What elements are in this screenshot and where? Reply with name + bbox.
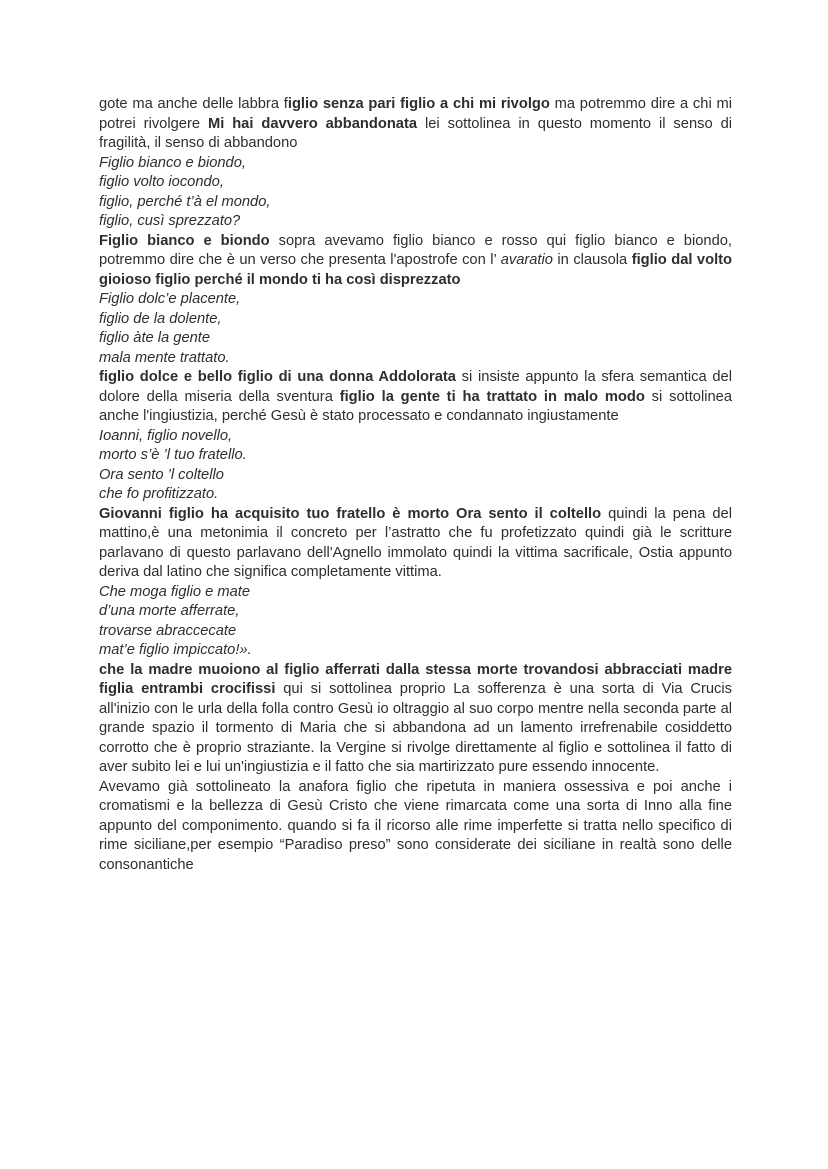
text-run: Avevamo già sottolineato la anafora figlio che ripetuta in maniera ossessiva e poi anche i cromatismi e la bellezza di Gesù Cristo che viene rimarcata come una sorta di Inno alla fine appunto del componimento. quando si fa il ricorso alle rime imperfette si tratta nello specifico di rime siciliane,per esempio “Paradiso preso” sono considerate dei siciliane in realtà sono delle consonantiche [99, 778, 732, 873]
italic-run: avaratio [500, 252, 553, 268]
verse-stanza [99, 583, 732, 661]
text-run: si sottolinea anche l'ingiustizia, perché Gesù è stato processato e condannato ingiustamente [99, 388, 732, 424]
bold-run: che la madre muoiono al figlio afferrati dalla stessa morte trovandosi abbracciati madre figlia entrambi crocifissi [99, 661, 732, 697]
text-run: gote ma anche delle labbra f [99, 96, 288, 112]
text-content [99, 95, 732, 875]
verse-line: d’una morte afferrate, [99, 603, 240, 619]
bold-run: figlio la gente ti ha trattato in malo modo [339, 388, 645, 405]
bold-run: Mi hai davvero abbandonata [207, 115, 418, 132]
verse-line: Ora sento ’l coltello [99, 466, 224, 483]
verse-line: mat’e figlio impiccato!». [99, 642, 252, 658]
bold-run: figlio dal volto gioioso figlio perché il mondo ti ha così disprezzato [99, 252, 733, 288]
verse-line: morto s’è ’l tuo fratello. [99, 447, 247, 463]
verse-line: Figlio bianco e biondo, [99, 154, 246, 171]
verse-line: mala mente trattato. [99, 349, 230, 366]
verse-stanza [99, 290, 732, 368]
bold-run: iglio senza pari figlio a chi mi rivolgo [287, 96, 550, 112]
verse-line: figlio, cusì sprezzato? [99, 213, 241, 229]
verse-line: figlio àte la gente [99, 330, 211, 346]
paragraph [99, 778, 732, 876]
verse-line: figlio volto iocondo, [99, 174, 224, 190]
paragraph [99, 232, 732, 291]
verse-line: figlio de la dolente, [99, 310, 222, 327]
text-run: ma potremmo dire a chi mi potrei rivolgere [99, 96, 732, 132]
text-run: qui si sottolinea proprio La sofferenza è una sorta di Via Crucis all'inizio con le urla della folla contro Gesù io oltraggio al suo corpo mentre nella seconda parte al grande spazio il tormento di Maria che si abbandona ad un lamento irrefrenabile cosiddetto corrotto che è proprio straziante. la Vergine si rivolge direttamente al figlio e sottolinea il fatto di aver subito lei e lui un'ingiustizia e il fatto che sia martirizzato pure essendo innocente. [99, 681, 732, 775]
bold-run: Figlio bianco e biondo [99, 232, 270, 249]
verse-line: Ioanni, figlio novello, [99, 427, 233, 444]
bold-run: Giovanni figlio ha acquisito tuo fratello è morto Ora sento il coltello [99, 505, 602, 522]
text-run: si insiste appunto la sfera semantica del dolore della miseria della sventura [99, 369, 732, 405]
paragraph [99, 95, 732, 154]
verse-stanza [99, 154, 732, 232]
text-run: lei sottolinea in questo momento il senso di fragilità, il senso di abbandono [99, 115, 732, 151]
verse-line: Che moga figlio e mate [99, 583, 251, 600]
verse-line: che fo profitizzato. [99, 486, 219, 502]
paragraph [99, 505, 732, 583]
paragraph [99, 368, 732, 427]
text-run: in clausola [552, 252, 632, 268]
bold-run: figlio dolce e bello figlio di una donna Addolorata [99, 369, 456, 385]
verse-line: trovarse abraccecate [99, 622, 237, 639]
text-run: quindi la pena del mattino,è una metonimia il concreto per l’astratto che fu profetizzato quindi già le scritture parlavano di questo parlavano dell'Agnello immolato quindi la vittima sacrificale, Ostia appunto deriva dal latino che significa completamente vittima. [99, 505, 732, 580]
paragraph [99, 661, 732, 778]
verse-line: Figlio dolc’e placente, [99, 291, 241, 307]
text-run: sopra avevamo figlio bianco e rosso qui figlio bianco e biondo, potremmo dire che è un verso che presenta l'apostrofe con l’ [99, 232, 732, 268]
verse-line: figlio, perché t’à el mondo, [99, 193, 271, 210]
verse-stanza [99, 427, 732, 505]
